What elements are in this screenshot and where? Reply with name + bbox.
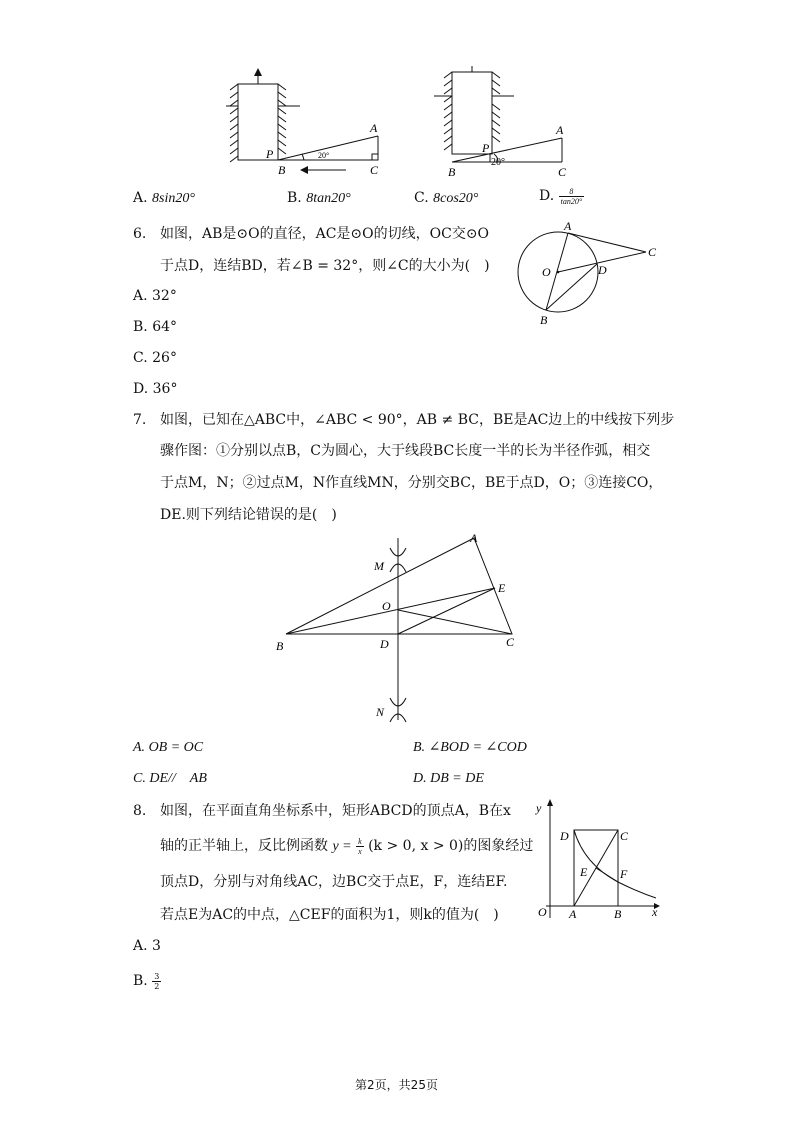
option-key: C. <box>133 350 148 366</box>
q8-option-b[interactable] <box>133 971 161 991</box>
q8-label-D: D <box>560 829 569 843</box>
q8-stem-line4: 若点E为AC的中点，△CEF的面积为1，则k的值为( ) <box>160 907 499 923</box>
q6-label-D: D <box>598 263 607 277</box>
q7-option-d[interactable] <box>413 769 484 789</box>
q6-option-a[interactable] <box>133 286 177 306</box>
option-key: B. <box>133 319 148 335</box>
option-text: 8cos20° <box>433 191 479 206</box>
q6-number: 6. <box>133 226 147 242</box>
option-text: DE// AB <box>149 771 207 786</box>
option-key: D. <box>133 381 149 397</box>
q8-label-A: A <box>569 907 577 921</box>
fraction-numerator: 3 <box>154 971 160 981</box>
option-key: D. <box>539 188 555 204</box>
option-text: 8tan20° <box>306 191 351 206</box>
option-text: DB = DE <box>430 771 484 786</box>
q5r-angle: 20° <box>491 157 505 168</box>
q5-option-a[interactable] <box>133 188 195 209</box>
option-key: C. <box>414 190 429 206</box>
q6-option-c[interactable] <box>133 348 177 368</box>
q7-label-M: M <box>374 559 384 573</box>
q8-function-y: y = <box>332 839 352 854</box>
q5-figure-left <box>220 66 390 178</box>
option-text: ∠BOD = ∠COD <box>428 740 527 755</box>
q5l-label-B: B <box>278 163 286 177</box>
q6-stem-line1: 如图，AB是⊙O的直径，AC是⊙O的切线，OC交⊙O <box>160 226 490 242</box>
q7-figure <box>270 528 530 728</box>
option-key: A. <box>133 190 148 206</box>
q7-label-D: D <box>380 637 389 651</box>
option-key: C. <box>133 771 146 786</box>
option-key: A. <box>133 740 146 755</box>
q7-option-c[interactable] <box>133 769 207 789</box>
fraction-numerator: 8 <box>559 187 584 197</box>
page-footer: 第2页，共25页 <box>355 1078 438 1092</box>
fraction-numerator: k <box>358 836 362 846</box>
q6-label-C: C <box>648 245 657 259</box>
q8-stem-line1: 如图，在平面直角坐标系中，矩形ABCD的顶点A，B在x <box>160 803 511 819</box>
q8-label-C: C <box>620 829 629 843</box>
q7-label-E: E <box>498 581 506 595</box>
option-text: 8sin20° <box>152 191 195 206</box>
option-text: 26° <box>152 350 177 366</box>
fraction-denominator: tan20° <box>560 196 583 206</box>
q5l-label-A: A <box>370 121 378 135</box>
q8-figure <box>528 796 663 921</box>
option-key: B. <box>413 740 426 755</box>
option-key: B. <box>287 190 302 206</box>
q7-label-O: O <box>382 599 391 613</box>
q8-stem-line3: 顶点D，分别与对角线AC，边BC交于点E，F，连结EF. <box>160 874 508 890</box>
q8-label-B: B <box>614 907 622 921</box>
fraction-denominator: x <box>358 846 362 856</box>
q7-number: 7. <box>133 412 147 428</box>
q5l-angle: 20° <box>318 151 330 160</box>
q7-stem-line3: 于点M，N；②过点M，N作直线MN，分别交BC，BE于点D，O；③连接CO， <box>160 475 663 491</box>
q8-number: 8. <box>133 803 147 819</box>
option-key: A. <box>133 938 148 954</box>
q5-option-b[interactable] <box>287 188 351 209</box>
q5-figure-right <box>428 66 578 178</box>
q7-option-a[interactable] <box>133 738 203 758</box>
option-text: 3 <box>152 938 161 954</box>
option-text: OB = OC <box>148 740 204 755</box>
q7-option-b[interactable] <box>413 738 527 758</box>
q7-stem-line2: 骤作图：①分别以点B，C为圆心，大于线段BC长度一半的长为半径作弧，相交 <box>160 443 651 459</box>
q5-option-d[interactable] <box>539 186 584 206</box>
q5-option-c[interactable] <box>414 188 478 209</box>
option-text: 36° <box>152 381 178 397</box>
q7-label-A: A <box>470 531 478 545</box>
q6-stem-line2: 于点D，连结BD，若∠B = 32°，则∠C的大小为( ) <box>160 258 490 274</box>
q6-label-O: O <box>542 265 551 279</box>
fraction-denominator: 2 <box>154 981 160 991</box>
q7-stem-line4: DE.则下列结论错误的是( ) <box>160 507 337 523</box>
q8-label-y: y <box>536 801 542 815</box>
q7-label-B: B <box>276 639 284 653</box>
option-key: B. <box>133 973 148 989</box>
q6-option-d[interactable] <box>133 379 177 399</box>
option-key: D. <box>413 771 427 786</box>
option-fraction <box>559 187 584 206</box>
q8-stem-line2 <box>160 836 533 857</box>
q6-option-b[interactable] <box>133 317 177 337</box>
q8-label-O: O <box>538 905 547 919</box>
q8-line2-start: 轴的正半轴上，反比例函数 <box>160 838 328 854</box>
q5r-label-C: C <box>558 165 567 178</box>
q5l-label-C: C <box>370 163 379 177</box>
q6-label-B: B <box>540 313 548 327</box>
option-fraction <box>152 972 161 991</box>
q6-figure <box>508 218 668 330</box>
q6-label-A: A <box>564 219 572 233</box>
option-text: 64° <box>152 319 178 335</box>
q7-label-C: C <box>506 635 515 649</box>
q8-label-x: x <box>652 905 658 919</box>
q8-label-F: F <box>620 867 628 881</box>
q7-stem-line1: 如图，已知在△ABC中，∠ABC < 90°，AB ≠ BC，BE是AC边上的中线按下列步 <box>160 412 675 428</box>
q8-function-fraction <box>356 837 364 856</box>
q7-label-N: N <box>376 705 385 719</box>
q5r-label-A: A <box>556 123 564 137</box>
q8-label-E: E <box>580 865 588 879</box>
option-text: 32° <box>152 288 177 304</box>
q5l-label-P: P <box>266 147 274 161</box>
option-key: A. <box>133 288 148 304</box>
q5r-label-P: P <box>482 141 490 155</box>
q5r-label-B: B <box>448 165 456 178</box>
q8-option-a[interactable] <box>133 936 161 956</box>
q8-line2-end: (k > 0, x > 0)的图象经过 <box>368 838 534 854</box>
